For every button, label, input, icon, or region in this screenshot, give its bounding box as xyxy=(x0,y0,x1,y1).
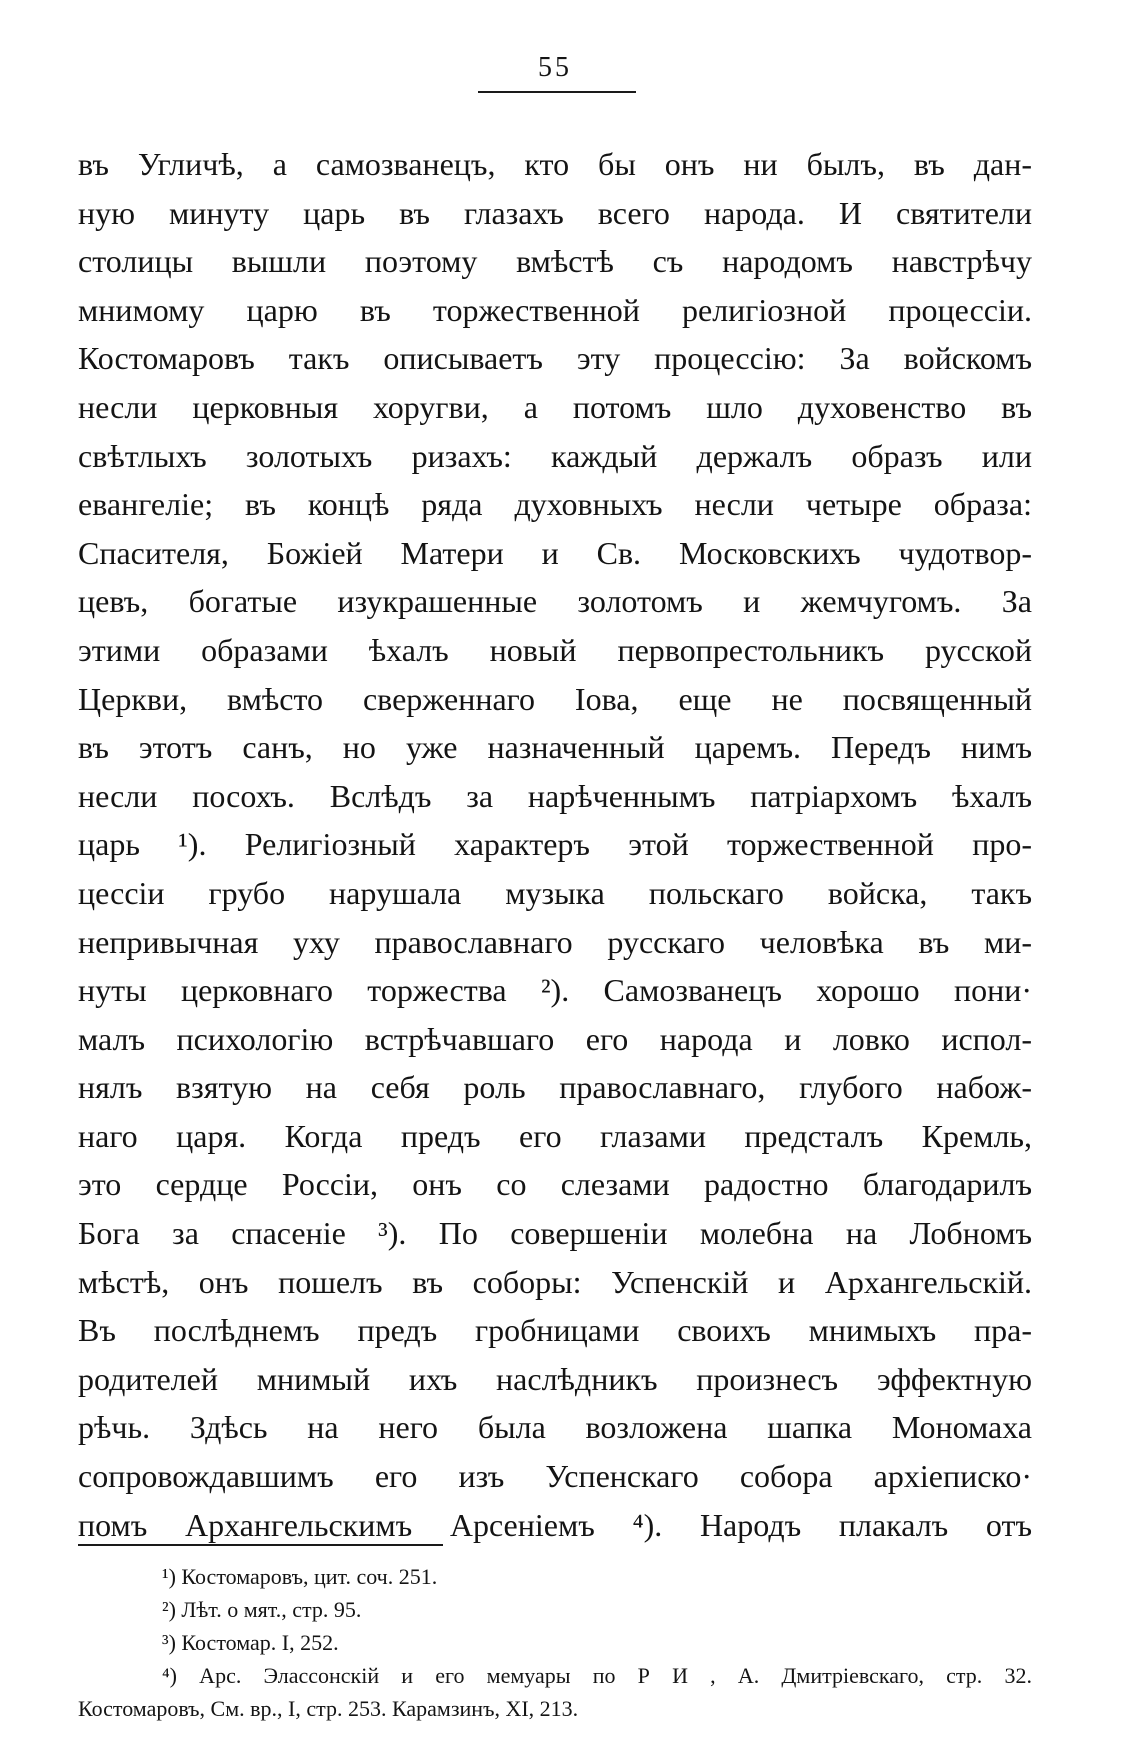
body-text xyxy=(78,140,1032,1549)
text-line: нялъ взятую на себя роль православнаго, глубого набож- xyxy=(78,1069,1032,1106)
footnote-4-continuation: Костомаровъ, См. вр., I, стр. 253. Карамзинъ, XI, 213. xyxy=(78,1696,579,1721)
text-line: мѣстѣ, онъ пошелъ въ соборы: Успенскій и Архангельскій. xyxy=(78,1263,1032,1300)
text-line: несли посохъ. Вслѣдъ за нарѣченнымъ патріархомъ ѣхалъ xyxy=(78,777,1032,814)
page-number: 55 xyxy=(538,52,572,83)
text-line: Бога за спасеніе ³). По совершеніи молебна на Лобномъ xyxy=(78,1215,1032,1252)
text-line: Костомаровъ такъ описываетъ эту процессію: За войскомъ xyxy=(78,340,1032,377)
text-line: евангеліе; въ концѣ ряда духовныхъ несли четыре образа: xyxy=(78,486,1032,523)
footnote-rule xyxy=(78,1544,443,1546)
footnote-1: ¹) Костомаровъ, цит. соч. 251. xyxy=(162,1564,438,1589)
text-line: наго царя. Когда предъ его глазами предсталъ Кремль, xyxy=(78,1117,1032,1154)
text-line: несли церковныя хоругви, а потомъ шло духовенство въ xyxy=(78,388,1032,425)
text-line: Спасителя, Божіей Матери и Св. Московскихъ чудотвор- xyxy=(78,534,1032,571)
text-line: въ Угличѣ, а самозванецъ, кто бы онъ ни былъ, въ дан- xyxy=(78,146,1032,182)
footnote-4: ⁴) Арс. Элассонскій и его мемуары по Р И , А. Дмитріевскаго, стр. 32. xyxy=(162,1663,1032,1688)
text-line: мнимому царю въ торжественной религіозной процессіи. xyxy=(78,291,1032,328)
text-line: сопровождавшимъ его изъ Успенскаго собора архіеписко· xyxy=(78,1458,1032,1495)
footnote-3: ³) Костомар. I, 252. xyxy=(162,1630,339,1655)
text-line: это сердце Россіи, онъ со слезами радостно благодарилъ xyxy=(78,1166,1032,1203)
text-line: столицы вышли поэтому вмѣстѣ съ народомъ навстрѣчу xyxy=(78,243,1032,280)
text-line: нуты церковнаго торжества ²). Самозванецъ хорошо пони· xyxy=(78,972,1032,1009)
text-line: рѣчь. Здѣсь на него была возложена шапка Мономаха xyxy=(78,1409,1032,1446)
text-line: Въ послѣднемъ предъ гробницами своихъ мнимыхъ пра- xyxy=(78,1312,1032,1349)
text-line: цевъ, богатые изукрашенные золотомъ и жемчугомъ. За xyxy=(78,583,1032,620)
text-line: помъ Архангельскимъ Арсеніемъ ⁴). Народъ плакалъ отъ xyxy=(78,1506,1032,1543)
text-line: Церкви, вмѣсто сверженнаго Іова, еще не посвященный xyxy=(78,680,1032,717)
text-line: царь ¹). Религіозный характеръ этой торжественной про- xyxy=(78,826,1032,863)
text-line: родителей мнимый ихъ наслѣдникъ произнесъ эффектную xyxy=(78,1360,1032,1397)
text-line: свѣтлыхъ золотыхъ ризахъ: каждый держалъ образъ или xyxy=(78,437,1032,474)
text-line: малъ психологію встрѣчавшаго его народа и ловко испол- xyxy=(78,1020,1032,1057)
text-line: этими образами ѣхалъ новый первопрестольникъ русской xyxy=(78,631,1032,668)
text-line: цессіи грубо нарушала музыка польскаго войска, такъ xyxy=(78,874,1032,911)
footnotes xyxy=(78,1560,1032,1725)
header-rule xyxy=(478,91,636,93)
text-line: непривычная уху православнаго русскаго человѣка въ ми- xyxy=(78,923,1032,960)
footnote-2: ²) Лѣт. о мят., стр. 95. xyxy=(162,1597,362,1622)
text-line: въ этотъ санъ, но уже назначенный царемъ. Передъ нимъ xyxy=(78,729,1032,766)
text-line: ную минуту царь въ глазахъ всего народа. И святители xyxy=(78,194,1032,231)
